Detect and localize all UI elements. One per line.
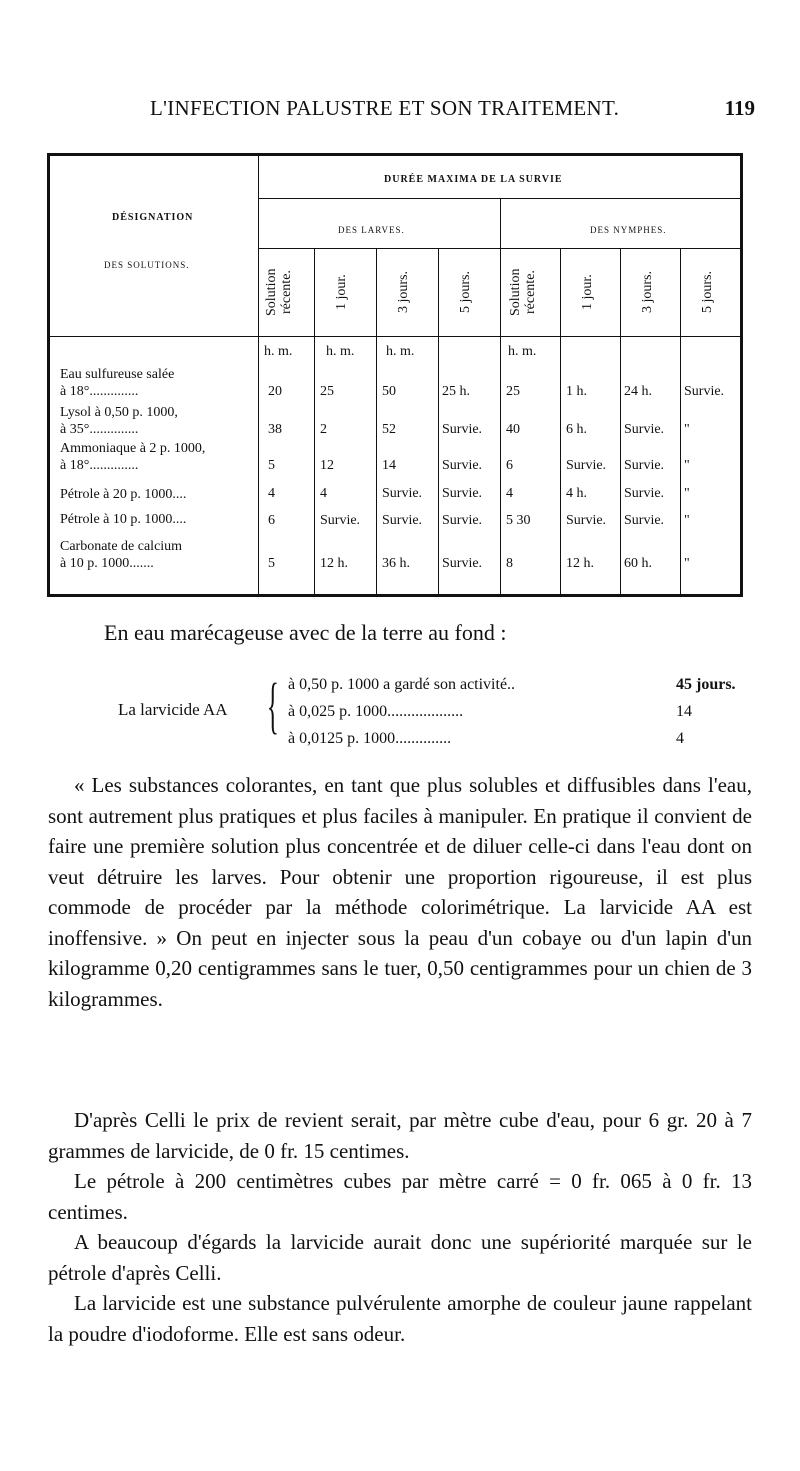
rule (620, 248, 621, 594)
table-cell: 4 (268, 486, 275, 501)
table-cell: Survie. (382, 513, 423, 528)
designation-header: DÉSIGNATION (112, 212, 194, 223)
rule (560, 248, 561, 594)
row-label: Pétrole à 10 p. 1000.... (60, 512, 187, 527)
table-cell: Survie. (442, 422, 483, 437)
table-cell: 5 (268, 458, 275, 473)
paragraph-text: D'après Celli le prix de revient serait, par mètre cube d'eau, pour 6 gr. 20 à 7 grammes de larvicide, de 0 fr. 15 centimes. (48, 1108, 752, 1163)
table-cell: 52 (382, 422, 396, 437)
table-cell: 1 h. (566, 384, 587, 399)
dose-value: 4 (676, 730, 684, 747)
table-cell: 20 (268, 384, 282, 399)
table-cell: 12 (320, 458, 334, 473)
table-cell: " (684, 513, 690, 528)
rule (680, 248, 681, 594)
dose-value: 14 (676, 703, 692, 720)
rule (50, 336, 740, 337)
paragraph-text: « Les substances colorantes, en tant que plus solubles et diffusibles dans l'eau, sont autrement plus pratiques et plus faciles à manipuler. En pratique il convient de faire une première solution plus concentrée et de diluer celle-ci dans l'eau dont on veut détruire les larves. Pour obtenir une proportion rigoureuse, il est plus commode de procéder par la méthode colorimétrique. La larvicide AA est inoffensive. » On peut en injecter sous la peau d'un cobaye ou d'un lapin d'un kilogramme 0,20 centigrammes sans le tuer, 0,50 centigrammes pour un chien de 3 kilogrammes. (48, 773, 752, 1011)
table-cell: " (684, 486, 690, 501)
paragraph (48, 1227, 752, 1288)
span-header: DURÉE MAXIMA DE LA SURVIE (384, 174, 563, 185)
table-cell: 25 (506, 384, 520, 399)
row-label: Eau sulfureuse salée à 18°.............. (60, 367, 175, 399)
paragraph-text: A beaucoup d'égards la larvicide aurait donc une supériorité marquée sur le pétrole d'après Celli. (48, 1230, 752, 1285)
page-number: 119 (724, 96, 755, 120)
rule (258, 248, 740, 249)
subheader-5-jours-nymphes: 5 jours. (700, 271, 715, 313)
table-cell: Survie. (566, 458, 607, 473)
table-cell: 60 h. (624, 556, 652, 571)
subheader-3-jours: 3 jours. (396, 271, 411, 313)
dose-line: à 0,0125 p. 1000.............. (288, 730, 452, 747)
paragraph (48, 770, 752, 1014)
table-cell: " (684, 422, 690, 437)
table-cell: 5 30 (506, 513, 531, 528)
rule (258, 156, 259, 594)
table-cell: 5 (268, 556, 275, 571)
running-head (0, 96, 800, 126)
row-label: Carbonate de calcium à 10 p. 1000....... (60, 539, 183, 571)
paragraph (48, 1166, 752, 1227)
rule (438, 248, 439, 594)
rule (314, 248, 315, 594)
table-cell: 6 h. (566, 422, 587, 437)
dose-line: à 0,025 p. 1000................... (288, 703, 464, 720)
table-cell: 12 h. (566, 556, 594, 571)
table-cell: " (684, 458, 690, 473)
table-cell: 25 h. (442, 384, 470, 399)
table-cell: Survie. (624, 422, 665, 437)
table-cell: 4 (506, 486, 513, 501)
subheader-1-jour-nymphes: 1 jour. (580, 274, 595, 310)
table-cell: Survie. (624, 486, 665, 501)
paragraph (48, 1288, 752, 1349)
table-cell: 40 (506, 422, 520, 437)
intro-line: En eau marécageuse avec de la terre au fond : (104, 620, 507, 645)
table-cell: Survie. (442, 513, 483, 528)
table-cell: 6 (506, 458, 513, 473)
unit-label: h. m. (508, 344, 537, 359)
table-cell: Survie. (684, 384, 725, 399)
rule (258, 198, 740, 199)
table-cell: 6 (268, 513, 275, 528)
paragraph-text: Le pétrole à 200 centimètres cubes par mètre carré = 0 fr. 065 à 0 fr. 13 centimes. (48, 1169, 752, 1224)
table-cell: Survie. (320, 513, 361, 528)
table-cell: 36 h. (382, 556, 410, 571)
table-cell: 38 (268, 422, 282, 437)
table-cell: 4 (320, 486, 327, 501)
subheader-solution-recente-nymphes: Solution récente. (508, 268, 538, 316)
survival-table (47, 153, 743, 597)
running-title: L'INFECTION PALUSTRE ET SON TRAITEMENT. (150, 96, 620, 120)
unit-label: h. m. (264, 344, 293, 359)
table-cell: " (684, 556, 690, 571)
unit-label: h. m. (326, 344, 355, 359)
row-label: Pétrole à 20 p. 1000.... (60, 487, 187, 502)
subheader-3-jours-nymphes: 3 jours. (640, 271, 655, 313)
table-cell: 50 (382, 384, 396, 399)
table-cell: Survie. (442, 556, 483, 571)
rule (376, 248, 377, 594)
larves-header: DES LARVES. (338, 225, 405, 235)
table-cell: Survie. (566, 513, 607, 528)
solutions-header: DES SOLUTIONS. (104, 260, 190, 270)
dose-value: 45 jours. (676, 676, 736, 693)
table-cell: Survie. (624, 513, 665, 528)
subheader-1-jour: 1 jour. (334, 274, 349, 310)
paragraph (48, 1105, 752, 1166)
paragraph-text: La larvicide est une substance pulvérulente amorphe de couleur jaune rappelant la poudre d'iodoforme. Elle est sans odeur. (48, 1291, 752, 1346)
table-cell: 12 h. (320, 556, 348, 571)
unit-label: h. m. (386, 344, 415, 359)
row-label: Ammoniaque à 2 p. 1000, à 18°.............. (60, 441, 206, 473)
table-cell: 25 (320, 384, 334, 399)
table-cell: Survie. (382, 486, 423, 501)
rule (500, 198, 501, 594)
row-label: Lysol à 0,50 p. 1000, à 35°.............. (60, 405, 178, 437)
table-cell: Survie. (624, 458, 665, 473)
table-cell: 8 (506, 556, 513, 571)
nymphes-header: DES NYMPHES. (590, 225, 667, 235)
subheader-5-jours: 5 jours. (458, 271, 473, 313)
subheader-solution-recente: Solution récente. (264, 268, 294, 316)
brace: { (266, 672, 279, 740)
table-cell: Survie. (442, 486, 483, 501)
table-cell: Survie. (442, 458, 483, 473)
table-cell: 14 (382, 458, 396, 473)
dose-line: à 0,50 p. 1000 a gardé son activité.. (288, 676, 516, 693)
table-cell: 4 h. (566, 486, 587, 501)
table-cell: 2 (320, 422, 327, 437)
larvicide-label: La larvicide AA (118, 700, 228, 719)
table-cell: 24 h. (624, 384, 652, 399)
